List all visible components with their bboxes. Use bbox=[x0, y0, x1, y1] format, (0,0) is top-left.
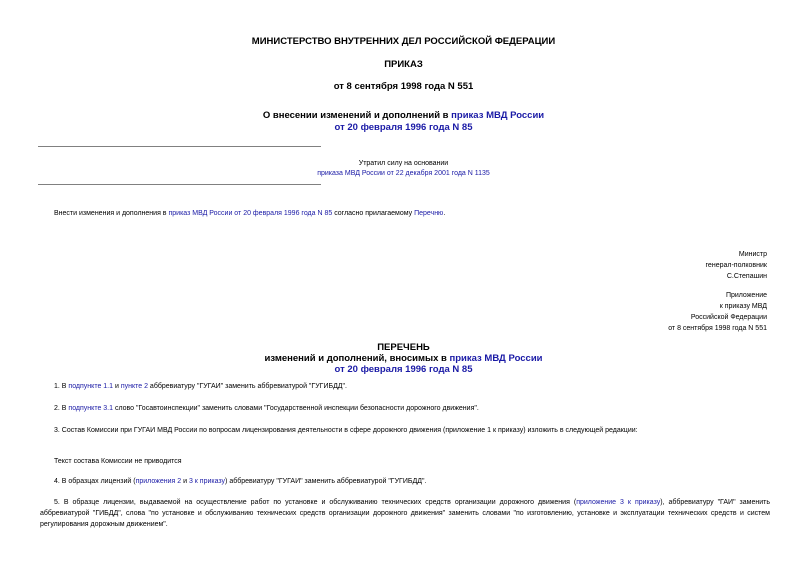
divider-top bbox=[38, 146, 321, 147]
doc-date-number: от 8 сентября 1998 года N 551 bbox=[333, 81, 474, 92]
list-heading-link[interactable]: приказ МВД России bbox=[449, 353, 543, 364]
appendix-reference bbox=[668, 290, 767, 334]
item1-link-2[interactable]: пункте 2 bbox=[120, 383, 148, 390]
intro-paragraph bbox=[54, 208, 774, 219]
intro-prefix: Внести изменения и дополнения в bbox=[54, 210, 169, 217]
item2-prefix: 2. В bbox=[54, 405, 69, 412]
item4-suffix: ) аббревиатуру "ГУГАИ" заменить аббревиатурой "ГУГИБДД". bbox=[225, 478, 427, 485]
intro-link[interactable]: приказ МВД России от 20 февраля 1996 года N 85 bbox=[168, 210, 333, 217]
item5-suffix: ), аббревиатуру "ГАИ" заменить аббревиатурой "ГИБДД", слова "по установке и обслуживанию технических средств организации дорожного движения" заменить словами "по изготовлению, установке и эксплуатации технических средств и систем регулирования дорожным движением". bbox=[40, 499, 770, 528]
item1-link-1[interactable]: подпункте 1.1 bbox=[68, 383, 114, 390]
list-item-1 bbox=[54, 381, 774, 392]
item1-and: и bbox=[113, 383, 121, 390]
status-note-line1: Утратил силу на основании bbox=[358, 160, 449, 167]
doc-subject bbox=[0, 110, 807, 134]
item5-link[interactable]: приложение 3 к приказу bbox=[576, 499, 661, 506]
status-note bbox=[0, 159, 807, 179]
list-heading-title: ПЕРЕЧЕНЬ bbox=[377, 342, 430, 353]
intro-link-list[interactable]: Перечню bbox=[414, 210, 444, 217]
signature-name: С.Степашин bbox=[726, 273, 767, 280]
list-heading-sub bbox=[0, 353, 807, 364]
intro-suffix: . bbox=[443, 210, 446, 217]
signature-rank: генерал-полковник bbox=[705, 262, 767, 269]
item5-prefix: 5. В образце лицензии, выдаваемой на осуществление работ по установке и обслуживанию технических средств организации дорожного движения ( bbox=[54, 499, 577, 506]
omitted-text-note: Текст состава Комиссии не приводится bbox=[54, 458, 182, 465]
list-item-5 bbox=[40, 497, 770, 530]
appendix-line4: от 8 сентября 1998 года N 551 bbox=[668, 325, 767, 332]
subject-link-line2[interactable]: от 20 февраля 1996 года N 85 bbox=[334, 122, 473, 133]
status-note-link[interactable]: приказа МВД России от 22 декабря 2001 года N 1135 bbox=[317, 170, 490, 177]
item2-suffix: слово "Госавтоинспекции" заменить словами "Государственной инспекции безопасности дорожного движения". bbox=[113, 405, 479, 412]
item1-suffix: аббревиатуру "ГУГАИ" заменить аббревиатурой "ГУГИБДД". bbox=[147, 383, 347, 390]
subject-link[interactable]: приказ МВД России bbox=[451, 110, 545, 121]
list-heading bbox=[0, 342, 807, 375]
signature-title: Министр bbox=[738, 251, 767, 258]
intro-middle: согласно прилагаемому bbox=[332, 210, 415, 217]
item1-prefix: 1. В bbox=[54, 383, 69, 390]
list-item-2 bbox=[54, 403, 774, 414]
doc-type-title: ПРИКАЗ bbox=[384, 59, 423, 70]
list-heading-sub-prefix: изменений и дополнений, вносимых в bbox=[264, 353, 450, 364]
signature-block bbox=[706, 249, 767, 282]
list-item-4 bbox=[54, 476, 774, 487]
appendix-line2: к приказу МВД bbox=[719, 303, 767, 310]
item4-and: и bbox=[181, 478, 189, 485]
subject-prefix: О внесении изменений и дополнений в bbox=[262, 110, 452, 121]
ministry-title: МИНИСТЕРСТВО ВНУТРЕННИХ ДЕЛ РОССИЙСКОЙ ФЕДЕРАЦИИ bbox=[251, 36, 556, 47]
appendix-line1: Приложение bbox=[725, 292, 767, 299]
item4-prefix: 4. В образцах лицензий ( bbox=[54, 478, 136, 485]
appendix-line3: Российской Федерации bbox=[690, 314, 767, 321]
item4-link-1[interactable]: приложения 2 bbox=[135, 478, 182, 485]
item4-link-2[interactable]: 3 к приказу bbox=[188, 478, 226, 485]
item2-link[interactable]: подпункте 3.1 bbox=[68, 405, 114, 412]
list-heading-link-line2[interactable]: от 20 февраля 1996 года N 85 bbox=[334, 364, 473, 375]
list-item-3: 3. Состав Комиссии при ГУГАИ МВД России по вопросам лицензирования деятельности в сфере дорожного движения (приложение 1 к приказу) изложить в следующей редакции: bbox=[54, 427, 638, 434]
divider-bottom bbox=[38, 184, 321, 185]
